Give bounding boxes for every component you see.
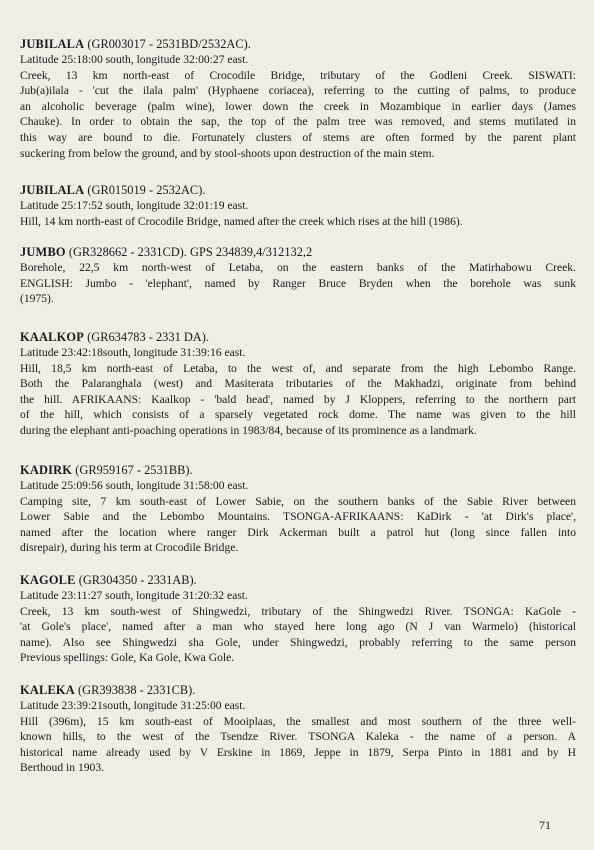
entry-reference: (GR959167 - 2531BB). xyxy=(72,463,193,477)
page-number: 71 xyxy=(539,818,551,832)
entry-name: JUMBO xyxy=(20,245,66,259)
entry-line: the hill. AFRIKAANS: Kaalkop - 'bald head', named by J Kloppers, referring to the northern part xyxy=(20,392,576,406)
gazetteer-entry xyxy=(20,462,576,556)
entry-line: Jub(a)ilala - 'cut the ilala palm' (Hyphaene coriacea), referring to the cutting of palms, to produce xyxy=(20,84,576,98)
entry-line: name). Also see Shingwedzi sha Gole, under Shingwedzi, probably referring to the same person xyxy=(20,635,576,649)
entry-line: Creek, 13 km south-west of Shingwedzi, tributary of the Shingwedzi River. TSONGA: KaGole - xyxy=(20,604,576,618)
entry-line: named after the location where ranger Dirk Ackerman built a patrol hut (long since fallen into xyxy=(20,525,576,539)
entry-reference: (GR393838 - 2331CB). xyxy=(74,683,196,697)
entry-line: Borehole, 22,5 km north-west of Letaba, on the eastern banks of the Matirhabowu Creek. xyxy=(20,261,576,274)
entry-line: Hill, 18,5 km north-east of Letaba, to the west of, and separate from the high Lebombo Range. xyxy=(20,361,576,375)
entry-reference: (GR003017 - 2531BD/2532AC). xyxy=(84,37,251,51)
entry-line: Latitude 25:17:52 south, longitude 32:01:19 east. xyxy=(20,199,249,212)
gazetteer-entry xyxy=(20,36,576,161)
entry-heading xyxy=(20,462,576,478)
entry-line: Latitude 23:11:27 south, longitude 31:20:32 east. xyxy=(20,589,248,602)
gazetteer-entry xyxy=(20,572,576,666)
entry-line: Chauke). In order to obtain the sap, the top of the palm tree was removed, and stems mutilated in xyxy=(20,115,576,129)
entry-line: suckering from below the ground, and by stool-shoots upon destruction of the main stem. xyxy=(20,146,435,160)
entry-line: this way are bound to die. Fortunately clusters of stems are often formed by the parent plant xyxy=(20,130,576,144)
entry-name: KADIRK xyxy=(20,463,73,477)
entry-reference: (GR304350 - 2331AB). xyxy=(75,573,197,587)
entry-line: Camping site, 7 km south-east of Lower Sabie, on the southern banks of the Sabie River between xyxy=(20,494,576,508)
entry-line: Latitude 23:42:18south, longitude 31:39:16 east. xyxy=(20,346,246,359)
gazetteer-entry xyxy=(20,329,576,439)
entry-line: Previous spellings: Gole, Ka Gole, Kwa Gole. xyxy=(20,651,235,665)
entry-heading xyxy=(20,244,576,260)
entry-name: KAALKOP xyxy=(20,330,85,344)
entry-reference: (GR328662 - 2331CD). GPS 234839,4/312132,2 xyxy=(65,245,313,259)
entry-line: Lower Sabie and the Lebombo Mountains. TSONGA-AFRIKAANS: KaDirk - 'at Dirk's place', xyxy=(20,510,576,524)
entry-line: historical name already used by V Erskine in 1869, Jeppe in 1879, Serpa Pinto in 1881 and by H xyxy=(20,745,576,759)
gazetteer-entry xyxy=(20,244,576,307)
entry-heading xyxy=(20,682,576,698)
entry-line: Both the Palaranghala (west) and Masiterata tributaries of the Makhadzi, originate from behind xyxy=(20,377,576,391)
entry-line: disrepair), during his term at Crocodile Bridge. xyxy=(20,541,239,555)
entry-name: JUBILALA xyxy=(20,37,85,51)
entry-line: Latitude 23:39:21south, longitude 31:25:00 east. xyxy=(20,699,246,712)
entry-line: 'at Gole's place', named after a man who stayed here long ago (N J van Warmelo) (historical xyxy=(20,620,576,634)
entry-line: of the hill, which consists of a sparsely vegetated rock dome. The name was given to the hill xyxy=(20,408,576,422)
gazetteer-entry xyxy=(20,182,576,229)
entry-line: (1975). xyxy=(20,292,54,306)
entry-heading xyxy=(20,36,576,52)
entry-name: KAGOLE xyxy=(20,573,76,587)
entry-line: an alcoholic beverage (palm wine), lower down the creek in Mozambique in earlier days (James xyxy=(20,99,576,113)
entry-line: Berthoud in 1903. xyxy=(20,761,105,775)
entry-line: Hill, 14 km north-east of Crocodile Bridge, named after the creek which rises at the hill (1986). xyxy=(20,214,463,228)
entry-reference: (GR634783 - 2331 DA). xyxy=(84,330,209,344)
gazetteer-entry xyxy=(20,682,576,776)
entry-line: ENGLISH: Jumbo - 'elephant', named by Ranger Bruce Bryden when the borehole was sunk xyxy=(20,276,576,290)
entry-line: Latitude 25:18:00 south, longitude 32:00:27 east. xyxy=(20,53,249,66)
entry-line: during the elephant anti-poaching operations in 1983/84, because of its prominence as a landmark. xyxy=(20,423,477,437)
entry-heading xyxy=(20,182,576,198)
entry-line: Hill (396m), 15 km south-east of Mooiplaas, the smallest and most southern of the three well- xyxy=(20,714,576,728)
entry-reference: (GR015019 - 2532AC). xyxy=(84,183,206,197)
entry-name: JUBILALA xyxy=(20,183,85,197)
entry-line: known hills, to the west of the Tsendze River. TSONGA Kaleka - the name of a person. A xyxy=(20,730,576,744)
entry-heading xyxy=(20,329,576,345)
entry-line: Latitude 25:09:56 south, longitude 31:58:00 east. xyxy=(20,479,249,492)
entry-name: KALEKA xyxy=(20,683,75,697)
entry-line: Creek, 13 km north-east of Crocodile Bridge, tributary of the Godleni Creek. SISWATI: xyxy=(20,68,576,82)
entry-heading xyxy=(20,572,576,588)
